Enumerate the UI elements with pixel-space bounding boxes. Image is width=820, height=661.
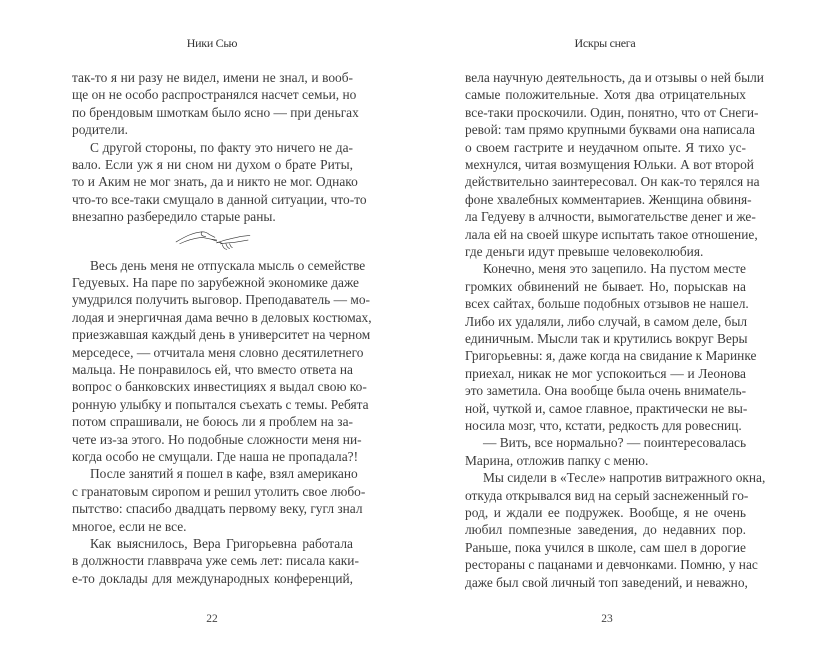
- text-line: мерседесе, — отчитала меня словно десятилетнего: [72, 344, 364, 360]
- text-line: это заметила. Она вообще была очень внимatель-: [465, 383, 747, 399]
- text-line: о своем гастрите и неудачном опыте. Я тихо ус-: [465, 139, 746, 155]
- running-head-author: Ники Сью: [186, 36, 238, 50]
- text-line: действительно заинтересовал. Он как-то терялся на: [465, 174, 760, 190]
- text-line: лодая и энергичная дама вечно в деловых костюмах,: [72, 309, 372, 325]
- text-line: род, и ждали ее подружек. Вообще, я не очень: [465, 505, 746, 520]
- text-line: по брендовым шмоткам было ясно — при деньгах: [72, 104, 359, 120]
- text-line: где деньги идут превыше человеколюбия.: [465, 244, 704, 259]
- text-line: фоне хвалебных комментариев. Женщина обвиня-: [465, 191, 752, 207]
- text-line: внезапно разбередило старые раны.: [72, 209, 276, 225]
- text-line: всех сайтах, больше подобных отзывов не нашел.: [465, 296, 749, 312]
- text-line: носила мозг, что, кстати, редкость для ровесниц.: [465, 418, 742, 433]
- text-line: — Вить, все нормально? — поинтересовалась: [483, 435, 747, 451]
- text-line: громких обвинений не бывает. Но, порыскав на: [465, 278, 746, 294]
- text-line: самые положительные. Хотя два отрицательных: [465, 87, 746, 103]
- text-line: Гедуевых. На паре по зарубежной экономике даже: [72, 275, 359, 290]
- text-line: приезжавшая каждый день в университет на черном: [72, 327, 371, 343]
- text-line: Весь день меня не отпускала мысль о семействе: [90, 257, 366, 273]
- text-line: ще он не особо распространялся насчет семьи, но: [72, 87, 357, 103]
- text-line: все-таки проскочили. Один, понятно, что от Снеги-: [465, 104, 759, 120]
- text-line: мехнулся, читая возмущения Юльки. А вот второй: [465, 157, 754, 172]
- text-line: в должности главврача уже семь лет: писала каки-: [72, 553, 359, 569]
- running-head-title: Искры снега: [574, 36, 636, 50]
- page-number: 22: [206, 613, 218, 625]
- text-line: рестораны с пацанами и девчонками. Помню, у нас: [465, 557, 758, 573]
- text-line: ронную улыбку и попытался съехать с темы. Ребята: [72, 396, 369, 412]
- text-line: откуда открывался вид на серый заснеженный го-: [465, 487, 749, 503]
- text-line: потом спрашивали, не боюсь ли я проблем на за-: [72, 414, 353, 430]
- text-line: приехал, никак не мог успокоиться — и Леонова: [465, 365, 746, 381]
- text-line: так-то я ни разу не видел, имени не знал, и вооб-: [72, 70, 353, 85]
- text-line: Григорьевны: я, даже когда на свидание к Маринке: [465, 348, 757, 364]
- text-line: вела научную деятельность, да и отзывы о ней были: [465, 70, 764, 85]
- text-line: вало. Если уж я ни сном ни духом о брате Риты,: [72, 157, 353, 172]
- right-page: [410, 0, 820, 661]
- text-line: с гранатовым сиропом и решил утолить свое любо-: [72, 483, 366, 499]
- text-line: Либо их удаляли, либо случай, в самом деле, был: [465, 313, 748, 329]
- text-line: родители.: [72, 122, 128, 138]
- text-line: После занятий я пошел в кафе, взял американо: [90, 466, 358, 482]
- hands-ornament-icon: [171, 229, 255, 253]
- text-line: когда особо не смущали. Где наша не пропадала?!: [72, 449, 359, 464]
- text-line: единичным. Мысли так и крутились вокруг Веры: [465, 331, 748, 346]
- text-line: пытство: спасибо двадцать первому веку, гугл знал: [72, 501, 363, 517]
- text-line: Раньше, пока учился в школе, сам шел в дорогие: [465, 539, 746, 555]
- text-line: многое, если не все.: [72, 518, 187, 534]
- text-line: любил помпезные заведения, до недавних пор.: [465, 522, 746, 538]
- text-line: то и Аким не мог знать, да и никто не мог. Однако: [72, 174, 358, 190]
- text-line: е-то доклады для международных конференций,: [72, 570, 353, 586]
- text-line: умудрился получить выговор. Преподаватель — мо-: [72, 292, 370, 308]
- text-line: вопрос о банковских инвестициях я выдал свою ко-: [72, 379, 367, 395]
- text-line: Мы сидели в «Тесле» напротив витражного окна,: [483, 470, 766, 486]
- text-line: чете из-за этого. Но подобные сложности меня ни-: [72, 431, 362, 447]
- text-line: лала ей на своей шкуре испытать такое отношение,: [465, 226, 758, 242]
- text-line: Марина, отложив папку с меню.: [465, 452, 649, 468]
- text-line: Конечно, меня это зацепило. На пустом месте: [483, 261, 746, 277]
- text-line: даже был свой личный топ заведений, и неважно,: [465, 574, 748, 590]
- text-line: С другой стороны, по факту это ничего не да-: [90, 139, 353, 155]
- text-line: Как выяснилось, Вера Григорьевна работала: [90, 536, 353, 551]
- text-line: что-то все-таки смущало в данной ситуации, что-то: [72, 191, 367, 207]
- text-line: мальца. Не понравилось ей, что вместо ответа на: [72, 362, 353, 377]
- page-number: 23: [601, 613, 613, 625]
- text-line: ревой: там прямо крупными буквами она написала: [465, 122, 755, 138]
- text-line: ла Гедуеву в алчности, вымогательстве денег и же-: [465, 209, 756, 225]
- text-line: ной, чуткой и, самое главное, практически не вы-: [465, 400, 748, 416]
